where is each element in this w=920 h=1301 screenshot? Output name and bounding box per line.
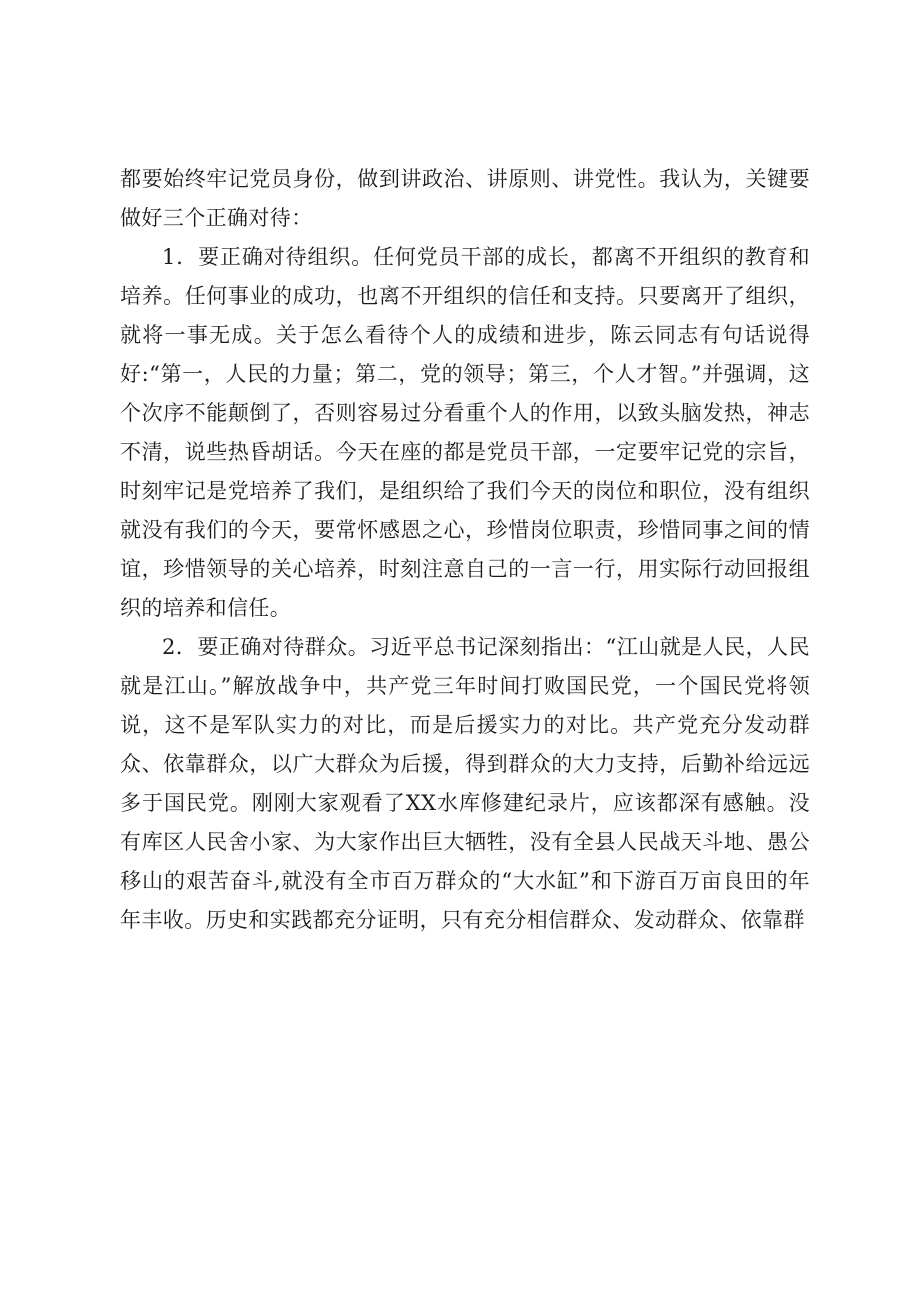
paragraph-treat-organization: 1．要正确对待组织。任何党员干部的成长，都离不开组织的教育和培养。任何事业的成功，也离不开组织的信任和支持。只要离开了组织，就将一事无成。关于怎么看待个人的成绩和进步，陈云同志有句话说得好:“第一，人民的力量；第二，党的领导；第三，个人才智。”并强调，这个次序不能颠倒了，否则容易过分看重个人的作用，以致头脑发热，神志不清，说些热昏胡话。今天在座的都是党员干部，一定要牢记党的宗旨，时刻牢记是党培养了我们，是组织给了我们今天的岗位和职位，没有组织就没有我们的今天，要常怀感恩之心，珍惜岗位职责，珍惜同事之间的情谊，珍惜领导的关心培养，时刻注意自己的一言一行，用实际行动回报组织的培养和信任。 xyxy=(120,245,810,620)
paragraph-continued: 都要始终牢记党员身份，做到讲政治、讲原则、讲党性。我认为，关键要做好三个正确对待： xyxy=(120,167,810,230)
document-body xyxy=(120,160,810,940)
paragraph-treat-masses: 2．要正确对待群众。习近平总书记深刻指出：“江山就是人民，人民就是江山。”解放战争中，共产党三年时间打败国民党，一个国民党将领说，这不是军队实力的对比，而是后援实力的对比。共产党充分发动群众、依靠群众，以广大群众为后援，得到群众的大力支持，后勤补给远远多于国民党。刚刚大家观看了XX水库修建纪录片，应该都深有感触。没有库区人民舍小家、为大家作出巨大牺牲，没有全县人民战天斗地、愚公移山的艰苦奋斗,就没有全市百万群众的“大水缸”和下游百万亩良田的年年丰收。历史和实践都充分证明，只有充分相信群众、发动群众、依靠群 xyxy=(120,635,810,932)
